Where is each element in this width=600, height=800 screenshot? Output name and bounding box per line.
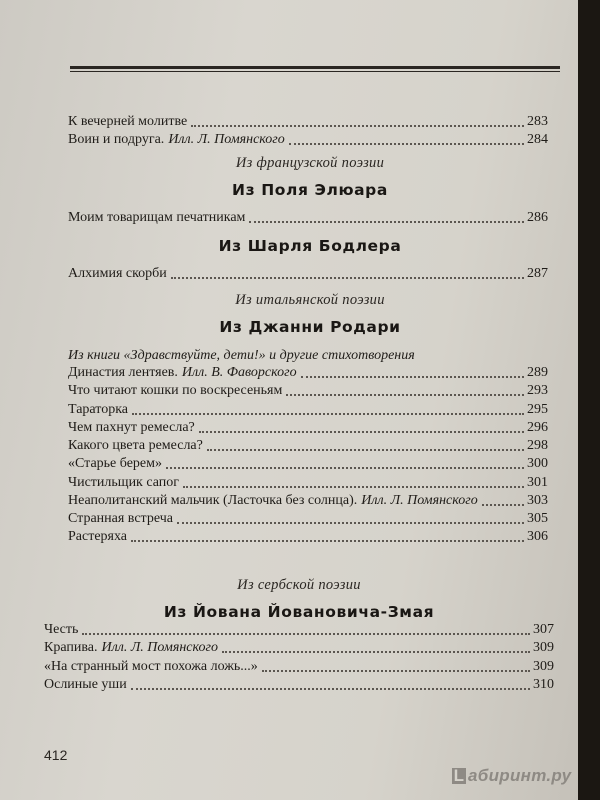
leader-dots [191, 125, 524, 127]
toc-entry [68, 436, 548, 454]
leader-dots [222, 651, 530, 653]
toc-entry [44, 657, 554, 675]
author-heading-rodari: Из Джанни Родари [219, 318, 401, 336]
page-number: 412 [44, 747, 68, 763]
entry-page: 293 [527, 383, 548, 398]
header-rule-thin [70, 71, 560, 72]
leader-dots [183, 486, 524, 488]
entry-title: «На странный мост похожа ложь...» [44, 659, 258, 674]
entry-title: Чистильщик сапог [68, 475, 180, 490]
entry-page: 300 [527, 456, 548, 471]
entry-title: Чем пахнут ремесла? [68, 420, 195, 435]
entry-title: «Старье берем» [68, 456, 162, 471]
entry-title: Воин и подруга. [68, 132, 165, 147]
entry-page: 307 [533, 622, 554, 637]
entry-title: Династия лентяев. [68, 365, 178, 380]
entry-title: Моим товарищам печатникам [68, 210, 246, 225]
toc-entry [68, 381, 548, 399]
entry-title: Странная встреча [68, 511, 173, 526]
leader-dots [177, 522, 524, 524]
entry-page: 309 [533, 659, 554, 674]
leader-dots [199, 431, 524, 433]
toc-entry [68, 418, 548, 436]
entry-page: 289 [527, 365, 548, 380]
entry-title: Тараторка [68, 402, 129, 417]
toc-entry [44, 638, 554, 656]
toc-entry [68, 130, 548, 148]
toc-entry [68, 454, 548, 472]
entry-page: 295 [527, 402, 548, 417]
leader-dots [286, 394, 524, 396]
entry-title: Честь [44, 622, 79, 637]
leader-dots [166, 467, 524, 469]
leader-dots [82, 633, 530, 635]
leader-dots [207, 449, 524, 451]
toc-entry [68, 527, 548, 545]
book-subheading: Из книги «Здравствуйте, дети!» и другие стихотворения [68, 348, 415, 363]
toc-entry [68, 264, 548, 282]
toc-entry [68, 509, 548, 527]
entry-page: 310 [533, 677, 554, 692]
leader-dots [262, 670, 530, 672]
toc-entry [68, 112, 548, 130]
leader-dots [301, 376, 524, 378]
entry-page: 309 [533, 640, 554, 655]
leader-dots [131, 540, 524, 542]
entry-page: 303 [527, 493, 548, 508]
entry-illustrator: Илл. В. Фаворского [181, 365, 297, 380]
entry-illustrator: Илл. Л. Помянского [101, 640, 218, 655]
section-heading-french: Из французской поэзии [235, 155, 385, 171]
toc-entry [68, 491, 548, 509]
author-heading-eluard: Из Поля Элюара [232, 181, 388, 199]
toc-entry [68, 473, 548, 491]
section-heading-italian: Из итальянской поэзии [235, 292, 385, 308]
toc-entry [68, 400, 548, 418]
entry-page: 286 [527, 210, 548, 225]
entry-page: 306 [527, 529, 548, 544]
watermark [452, 766, 571, 786]
watermark-text: абиринт.ру [468, 766, 572, 785]
entry-page: 298 [527, 438, 548, 453]
entry-title: Что читают кошки по воскресеньям [68, 383, 283, 398]
author-heading-baudelaire: Из Шарля Бодлера [218, 237, 402, 255]
entry-page: 296 [527, 420, 548, 435]
leader-dots [289, 143, 524, 145]
leader-dots [249, 221, 524, 223]
entry-page: 284 [527, 132, 548, 147]
leader-dots [132, 413, 524, 415]
author-heading-zmaj: Из Йована Йовановича-Змая [163, 603, 435, 621]
entry-page: 283 [527, 114, 548, 129]
entry-illustrator: Илл. Л. Помянского [361, 493, 478, 508]
toc-entry [68, 363, 548, 381]
toc-entry [68, 208, 548, 226]
leader-dots [131, 688, 530, 690]
header-rule [70, 66, 560, 69]
entry-page: 287 [527, 266, 548, 281]
entry-title: Ослиные уши [44, 677, 127, 692]
entry-title: К вечерней молитве [68, 114, 188, 129]
leader-dots [482, 504, 524, 506]
leader-dots [171, 277, 524, 279]
entry-title: Растеряха [68, 529, 128, 544]
toc-entry [44, 620, 554, 638]
entry-title: Алхимия скорби [68, 266, 167, 281]
entry-illustrator: Илл. Л. Помянского [168, 132, 285, 147]
labirint-logo-icon: L [453, 766, 465, 785]
entry-title: Какого цвета ремесла? [68, 438, 203, 453]
section-heading-serbian: Из сербской поэзии [237, 577, 361, 593]
toc-entry [44, 675, 554, 693]
entry-title: Крапива. [44, 640, 98, 655]
entry-page: 301 [527, 475, 548, 490]
entry-title: Неаполитанский мальчик (Ласточка без солнца). [68, 493, 358, 508]
entry-page: 305 [527, 511, 548, 526]
